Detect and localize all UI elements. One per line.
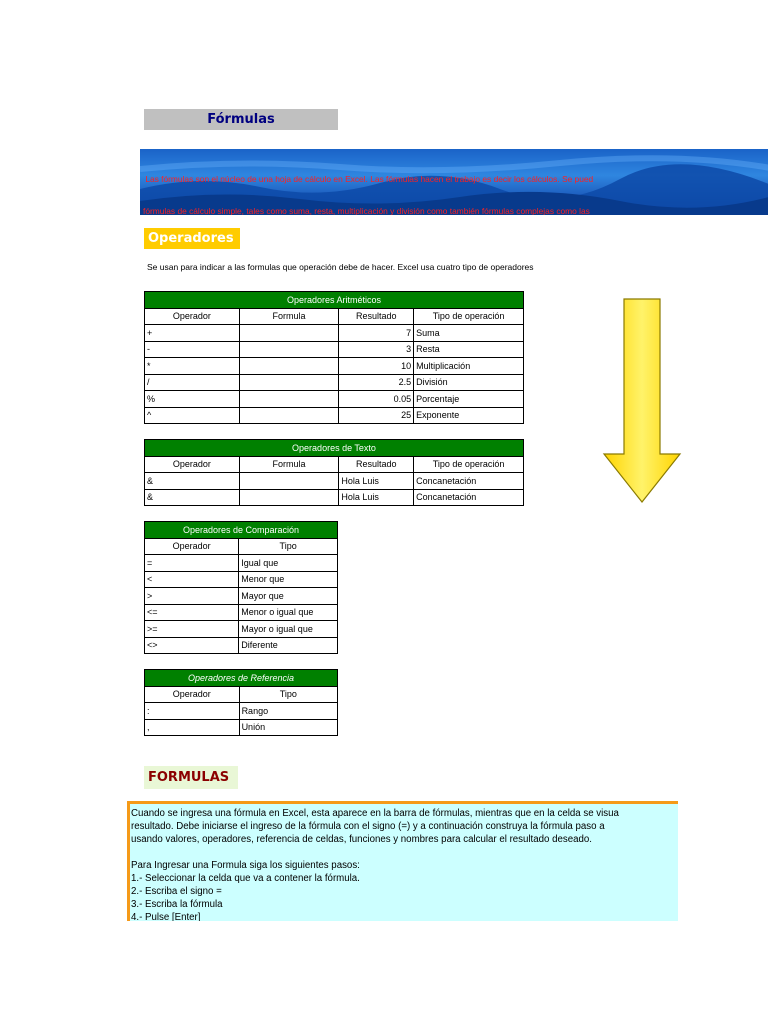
banner-line: fórmulas de cálculo simple, tales como suma, resta, multiplicación y división como también fórmulas complejas como las xyxy=(143,205,590,215)
operator-cell: + xyxy=(145,325,240,342)
result-cell: 2.5 xyxy=(339,374,414,391)
table-row xyxy=(145,719,338,736)
column-header: Tipo de operación xyxy=(414,308,524,325)
reference-operators-table xyxy=(144,669,338,736)
type-cell: Porcentaje xyxy=(414,391,524,408)
panel-line xyxy=(131,846,678,859)
type-cell: Resta xyxy=(414,341,524,358)
operator-cell: > xyxy=(145,588,239,605)
operator-cell: / xyxy=(145,374,240,391)
type-cell: División xyxy=(414,374,524,391)
table-row xyxy=(145,358,524,375)
table-row xyxy=(145,407,524,424)
operator-cell: & xyxy=(145,473,240,490)
page-title: Fórmulas xyxy=(144,109,338,130)
column-header: Operador xyxy=(145,538,239,555)
formula-cell xyxy=(239,489,339,506)
formula-cell xyxy=(239,358,339,375)
type-cell: Suma xyxy=(414,325,524,342)
type-cell: Concanetación xyxy=(414,489,524,506)
table-title: Operadores de Comparación xyxy=(145,522,338,539)
table-row xyxy=(145,473,524,490)
banner-text xyxy=(143,153,768,215)
column-header: Operador xyxy=(145,686,240,703)
column-header: Formula xyxy=(239,308,339,325)
type-cell: Concanetación xyxy=(414,473,524,490)
column-header: Operador xyxy=(145,308,240,325)
formula-cell xyxy=(239,374,339,391)
panel-line: 3.- Escriba la fórmula xyxy=(131,899,223,910)
column-header: Resultado xyxy=(339,308,414,325)
operator-cell: <> xyxy=(145,637,239,654)
operator-cell: , xyxy=(145,719,240,736)
type-cell: Menor o igual que xyxy=(239,604,338,621)
table-row xyxy=(145,703,338,720)
intro-banner xyxy=(140,149,768,215)
table-title: Operadores de Texto xyxy=(145,440,524,457)
result-cell: 3 xyxy=(339,341,414,358)
operator-cell: ^ xyxy=(145,407,240,424)
table-row xyxy=(145,325,524,342)
result-cell: 25 xyxy=(339,407,414,424)
formula-cell xyxy=(239,325,339,342)
type-cell: Mayor o igual que xyxy=(239,621,338,638)
column-header: Tipo de operación xyxy=(414,456,524,473)
type-cell: Rango xyxy=(239,703,337,720)
table-row xyxy=(145,489,524,506)
type-cell: Igual que xyxy=(239,555,338,572)
operator-cell: >= xyxy=(145,621,239,638)
section-operadores-heading: Operadores xyxy=(144,228,240,249)
type-cell: Unión xyxy=(239,719,337,736)
result-cell: 10 xyxy=(339,358,414,375)
column-header: Resultado xyxy=(339,456,414,473)
operator-cell: - xyxy=(145,341,240,358)
panel-line: 4.- Pulse [Enter] xyxy=(131,912,201,921)
panel-line: 2.- Escriba el signo = xyxy=(131,886,222,897)
section-formulas-heading: FORMULAS xyxy=(144,766,238,789)
column-header: Tipo xyxy=(239,538,338,555)
result-cell: 7 xyxy=(339,325,414,342)
formula-cell xyxy=(239,473,339,490)
table-row xyxy=(145,637,338,654)
operator-cell: * xyxy=(145,358,240,375)
table-row xyxy=(145,588,338,605)
text-operators-table xyxy=(144,439,524,506)
table-row xyxy=(145,621,338,638)
column-header: Tipo xyxy=(239,686,337,703)
operator-cell: <= xyxy=(145,604,239,621)
panel-line: resultado. Debe iniciarse el ingreso de la fórmula con el signo (=) y a continuación construya la fórmula paso a xyxy=(131,821,605,832)
banner-line: Las fórmulas son el núcleo de una hoja de cálculo en Excel. Las fórmulas hacen el trabajo es decir los cálculos. Se pued xyxy=(143,174,594,184)
formula-cell xyxy=(239,391,339,408)
table-row xyxy=(145,555,338,572)
column-header: Formula xyxy=(239,456,339,473)
panel-line: usando valores, operadores, referencia de celdas, funciones y nombres para calcular el resultado deseado. xyxy=(131,834,592,845)
table-title: Operadores Aritméticos xyxy=(145,292,524,309)
arithmetic-operators-table xyxy=(144,291,524,424)
formula-cell xyxy=(239,407,339,424)
table-row xyxy=(145,571,338,588)
result-cell: Hola Luis xyxy=(339,473,414,490)
type-cell: Exponente xyxy=(414,407,524,424)
type-cell: Mayor que xyxy=(239,588,338,605)
table-title: Operadores de Referencia xyxy=(145,670,338,687)
operator-cell: % xyxy=(145,391,240,408)
operator-cell: & xyxy=(145,489,240,506)
formula-cell xyxy=(239,341,339,358)
panel-line: Cuando se ingresa una fórmula en Excel, esta aparece en la barra de fórmulas, mientras que en la celda se visua xyxy=(131,808,619,819)
formulas-text-box xyxy=(127,801,678,921)
type-cell: Diferente xyxy=(239,637,338,654)
result-cell: Hola Luis xyxy=(339,489,414,506)
operator-cell: = xyxy=(145,555,239,572)
result-cell: 0.05 xyxy=(339,391,414,408)
column-header: Operador xyxy=(145,456,240,473)
table-row xyxy=(145,391,524,408)
table-row xyxy=(145,374,524,391)
table-row xyxy=(145,604,338,621)
comparison-operators-table xyxy=(144,521,338,654)
table-row xyxy=(145,341,524,358)
panel-line: 1.- Seleccionar la celda que va a contener la fórmula. xyxy=(131,873,360,884)
operadores-intro-text: Se usan para indicar a las formulas que operación debe de hacer. Excel usa cuatro tipo de operadores xyxy=(147,262,534,272)
operator-cell: : xyxy=(145,703,240,720)
operator-cell: < xyxy=(145,571,239,588)
type-cell: Menor que xyxy=(239,571,338,588)
down-arrow-icon xyxy=(602,297,682,505)
panel-line: Para Ingresar una Formula siga los siguientes pasos: xyxy=(131,860,360,871)
type-cell: Multiplicación xyxy=(414,358,524,375)
